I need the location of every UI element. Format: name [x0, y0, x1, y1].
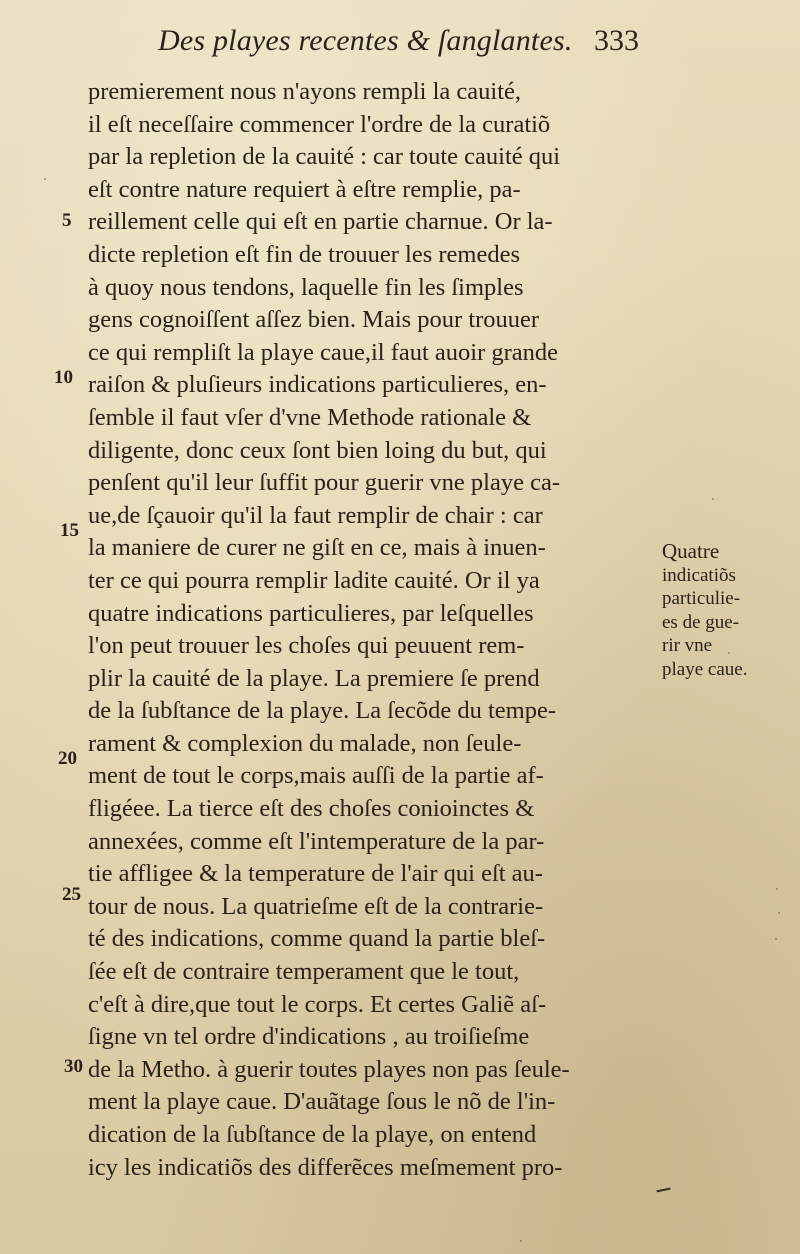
- margin-note: [662, 540, 794, 681]
- line-number: 5: [62, 210, 72, 231]
- text-line: premierement nous n'ayons rempli la cauité,: [88, 78, 522, 105]
- text-line: à quoy nous tendons, laquelle fin les ſimples: [88, 273, 524, 301]
- text-line: ſée eſt de contraire temperament que le tout,: [88, 958, 520, 986]
- margin-note-line: Quatre: [662, 539, 720, 563]
- text-line: l'on peut trouuer les choſes qui peuuent rem-: [88, 632, 525, 660]
- paper-speck: [728, 652, 730, 654]
- line-number: 25: [62, 884, 81, 905]
- body-text: [88, 76, 658, 1184]
- paper-speck: [778, 912, 780, 914]
- text-line: rament & complexion du malade, non ſeule-: [88, 729, 522, 757]
- paper-speck: [712, 498, 714, 500]
- text-line: il eſt neceſſaire commencer l'ordre de la curatiõ: [88, 110, 551, 138]
- text-line: tie affligee & la temperature de l'air qui eſt au-: [88, 860, 543, 888]
- margin-note-line: rir vne: [662, 635, 713, 656]
- running-head: Des playes recentes & ſanglantes.: [158, 24, 573, 57]
- line-number: 10: [54, 367, 73, 388]
- text-line: quatre indications particulieres, par leſquelles: [88, 599, 534, 627]
- line-number: 15: [60, 520, 79, 541]
- text-line: ment de tout le corps,mais auſſi de la partie af-: [88, 762, 544, 790]
- text-line: de la Metho. à guerir toutes playes non pas ſeule-: [88, 1055, 570, 1083]
- text-line: té des indications, comme quand la partie bleſ-: [88, 925, 546, 953]
- text-line: de la ſubſtance de la playe. La ſecõde du tempe-: [88, 697, 557, 725]
- text-line: raiſon & pluſieurs indications particulieres, en-: [88, 371, 547, 399]
- margin-note-line: particulie-: [662, 588, 741, 609]
- paper-speck: [776, 888, 778, 890]
- text-line: ter ce qui pourra remplir ladite cauité. Or il ya: [88, 566, 540, 594]
- margin-note-line: playe caue.: [662, 658, 748, 680]
- margin-note-line: es de gue-: [662, 611, 740, 633]
- paper-speck: [44, 178, 46, 180]
- text-line: diligente, donc ceux ſont bien loing du but, qui: [88, 436, 547, 464]
- text-line: c'eſt à dire,que tout le corps. Et certes Galiẽ aſ-: [88, 990, 547, 1018]
- line-number: 20: [58, 748, 77, 769]
- text-line: par la repletion de la cauité : car toute cauité qui: [88, 143, 561, 171]
- paper-speck: [520, 1240, 522, 1242]
- line-number: 30: [64, 1056, 83, 1077]
- text-line: annexées, comme eſt l'intemperature de la par-: [88, 827, 545, 855]
- text-line: fligéee. La tierce eſt des choſes conioinctes &: [88, 795, 535, 823]
- text-line: dication de la ſubſtance de la playe, on entend: [88, 1121, 537, 1148]
- text-line: ue,de ſçauoir qu'il la faut remplir de chair : car: [88, 501, 543, 529]
- margin-note-line: indicatiõs: [662, 564, 736, 586]
- text-line: ce qui rempliſt la playe caue,il faut auoir grande: [88, 338, 559, 366]
- text-line: reillement celle qui eſt en partie charnue. Or la-: [88, 208, 553, 236]
- text-line: ſemble il faut vſer d'vne Methode rationale &: [88, 403, 532, 431]
- text-line: penſent qu'il leur ſuffit pour guerir vne playe ca-: [88, 469, 561, 497]
- text-line: la maniere de curer ne giſt en ce, mais à inuen-: [88, 534, 546, 562]
- text-line: eſt contre nature requiert à eſtre remplie, pa-: [88, 175, 521, 203]
- paper-speck: [775, 938, 777, 940]
- text-line: ment la playe caue. D'auãtage ſous le nõ de l'in-: [88, 1088, 556, 1116]
- text-line: plir la cauité de la playe. La premiere ſe prend: [88, 664, 540, 692]
- text-line: ſigne vn tel ordre d'indications , au troiſieſme: [88, 1023, 530, 1051]
- text-line: gens cognoiſſent aſſez bien. Mais pour trouuer: [88, 306, 540, 334]
- text-line: icy les indicatiõs des differẽces meſmement pro-: [88, 1153, 563, 1181]
- text-line: tour de nous. La quatrieſme eſt de la contrarie-: [88, 892, 544, 920]
- page-number: 333: [594, 24, 639, 57]
- text-line: dicte repletion eſt fin de trouuer les remedes: [88, 240, 520, 268]
- catchword-flourish: [655, 1183, 670, 1193]
- page-header: [158, 18, 658, 72]
